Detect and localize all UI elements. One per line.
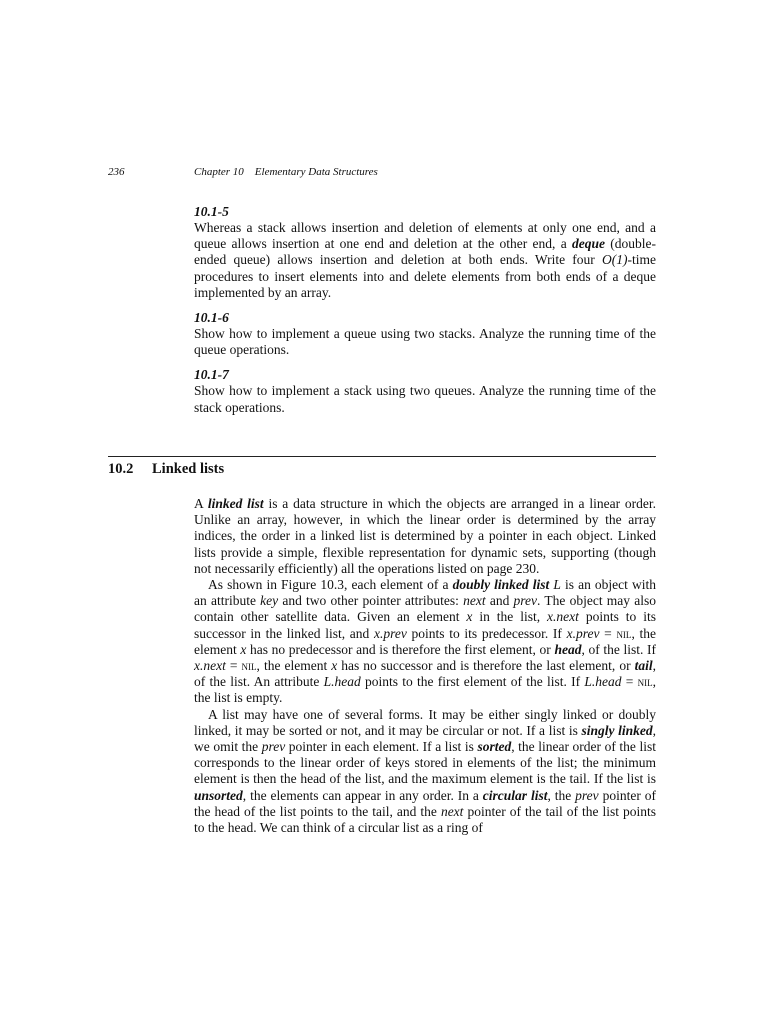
paragraph-3 [194, 707, 656, 837]
nil-constant: nil [616, 625, 632, 641]
text-run: has no successor and is therefore the last element, or [337, 658, 635, 674]
text-run: A [194, 496, 208, 511]
section-heading [108, 460, 224, 478]
math-expression: x.prev [566, 625, 600, 641]
text-run: . The object may also contain other satellite data. Given an element [194, 593, 656, 625]
text-run: , the list is empty. [194, 674, 656, 706]
attribute-name: next [463, 593, 486, 609]
defined-term: deque [571, 236, 605, 252]
text-run: -time procedures to insert elements into and delete elements from both ends of a deque implemented by an array. [194, 252, 656, 300]
defined-term: circular list [482, 787, 548, 803]
page-number: 236 [108, 166, 125, 178]
math-expression: x.prev [373, 625, 407, 641]
defined-term: linked list [207, 496, 264, 511]
text-run: and two other pointer attributes: [278, 593, 464, 609]
math-expression: x [466, 609, 473, 625]
exercise-10-1-7 [194, 367, 656, 415]
exercise-number: 10.1-7 [194, 367, 229, 383]
exercise-number: 10.1-6 [194, 310, 229, 326]
section-number: 10.2 [108, 461, 134, 477]
defined-term: sorted [477, 739, 512, 755]
math-expression: x [240, 641, 247, 657]
text-run: and [485, 593, 514, 609]
text-run: , the [547, 787, 576, 803]
math-expression: x.next [547, 609, 579, 625]
text-run: = [225, 658, 242, 674]
text-run: , the element [256, 658, 332, 674]
exercise-text [194, 220, 656, 301]
exercise-10-1-6 [194, 310, 656, 358]
attribute-name: prev [575, 787, 599, 803]
text-run: has no predecessor and is therefore the first element, or [246, 641, 555, 657]
text-run: = [621, 674, 638, 690]
attribute-name: prev [261, 739, 286, 755]
chapter-title: Chapter 10 Elementary Data Structures [194, 166, 378, 178]
exercise-text: Show how to implement a stack using two queues. Analyze the running time of the stack operations. [194, 383, 656, 415]
section-rule [108, 456, 656, 457]
text-run: (double-ended queue) allows insertion and deletion at both ends. Write four [194, 236, 657, 268]
text-run: is an object with an attribute [194, 577, 657, 609]
text-run: is a data structure in which the objects are arranged in a linear order. Unlike an array, however, in which the linear order is determined by the array indices, the order in a linked list is determined by a pointer in each object. Linked lists provide a simple, flexible representation for dynamic sets, supporting (though not necessarily efficiently) all the operations listed on page 230. [194, 496, 656, 576]
exercise-10-1-5 [194, 204, 656, 301]
text-run: in the list, [472, 609, 548, 625]
exercise-text: Show how to implement a queue using two stacks. Analyze the running time of the queue operations. [194, 326, 656, 358]
text-run: pointer in each element. If a list is [285, 739, 478, 755]
text-run: , of the list. If [581, 641, 656, 657]
section-body [194, 496, 656, 836]
math-expression: O(1) [602, 252, 628, 268]
exercises [194, 204, 656, 425]
defined-term: singly linked [581, 722, 653, 738]
defined-term: head [554, 641, 582, 657]
attribute-name: key [260, 593, 279, 609]
text-run: A list may have one of several forms. It may be either singly linked or doubly linked, it may be sorted or not, and it may be circular or not. If a list is [194, 706, 656, 738]
exercise-number: 10.1-5 [194, 204, 229, 219]
math-expression: L [553, 577, 561, 593]
text-run: pointer of the head of the list points to the tail, and the [194, 787, 656, 819]
section-title: Linked lists [152, 461, 225, 477]
text-run: = [599, 625, 617, 641]
text-run: , the element [194, 625, 656, 657]
math-expression: x [331, 658, 338, 674]
text-run: pointer of the tail of the list points to the head. We can think of a circular list as a ring of [194, 803, 656, 836]
nil-constant: nil [637, 674, 653, 690]
attribute-name: prev [513, 593, 538, 609]
text-run: , of the list. An attribute [194, 658, 656, 690]
math-expression: L.head [584, 674, 622, 690]
defined-term: doubly linked list [452, 577, 550, 593]
nil-constant: nil [241, 658, 257, 674]
attribute-name: next [440, 803, 464, 819]
paragraph-2 [194, 577, 656, 707]
text-run: points to its predecessor. If [406, 625, 567, 641]
text-run: , we omit the [194, 722, 657, 755]
math-expression: L.head [323, 674, 361, 690]
text-run: , the linear order of the list corresponds to the linear order of keys stored in elements of the list; the minimum element is then the head of the list, and the maximum element is the tail. If the list is [194, 739, 656, 787]
text-run: As shown in Figure 10.3, each element of a [208, 577, 453, 593]
text-run: , the elements can appear in any order. In a [242, 787, 483, 803]
defined-term: tail [634, 658, 653, 674]
paragraph-1 [194, 496, 656, 577]
text-run: points to its successor in the linked list, and [194, 609, 656, 641]
math-expression: x.next [194, 658, 226, 674]
text-run: Whereas a stack allows insertion and deletion of elements at only one end, and a queue allows insertion at one end and deletion at the other end, a [194, 220, 656, 252]
text-run: points to the first element of the list. If [360, 674, 585, 690]
defined-term: unsorted [194, 787, 243, 803]
